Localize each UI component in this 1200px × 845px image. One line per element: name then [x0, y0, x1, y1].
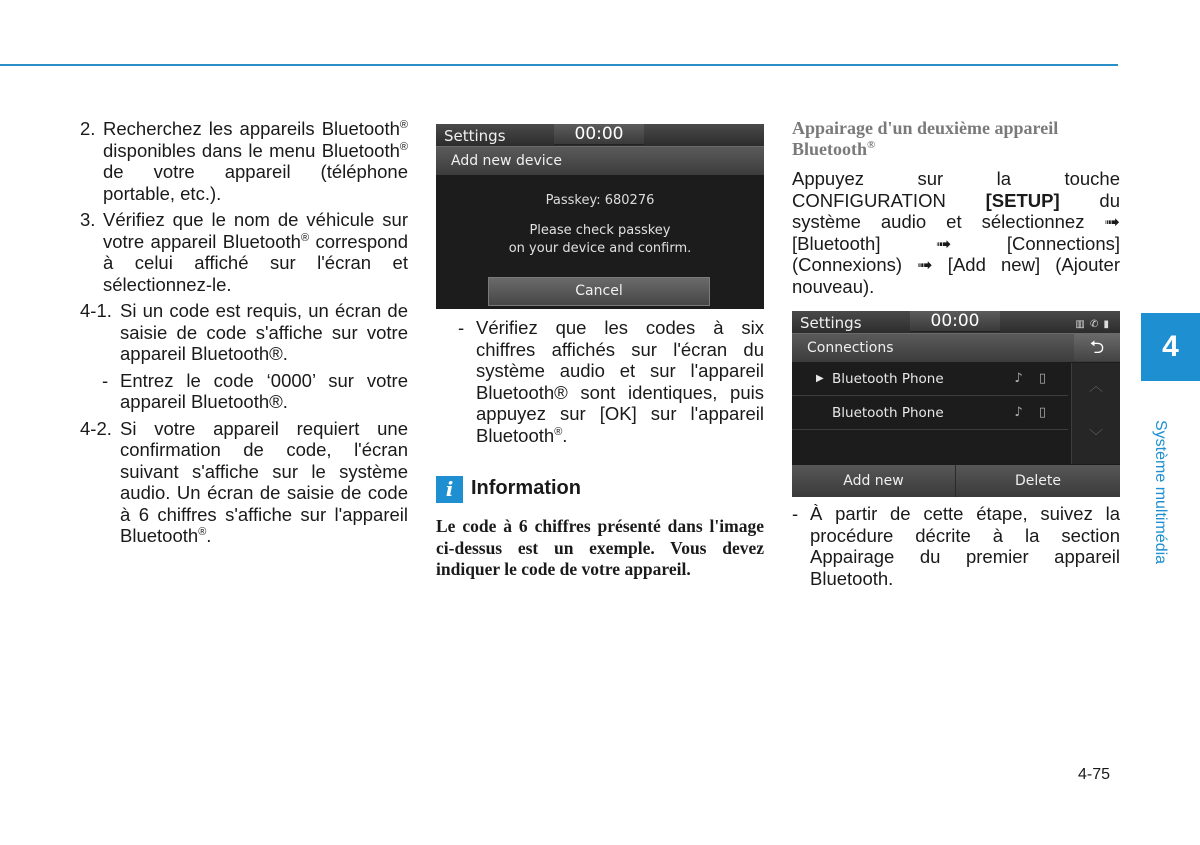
substep-4-1 — [80, 370, 408, 413]
scroll-panel — [1071, 363, 1120, 464]
delete-button[interactable]: Delete — [1015, 473, 1061, 489]
heading-text: Appairage d'un deuxième appareil Bluetooth — [792, 118, 1059, 159]
passkey-text: Passkey: 680276 — [545, 193, 655, 208]
screen-subtitle: Add new device — [436, 146, 764, 175]
play-icon: ▶ — [816, 373, 824, 384]
confirm-message — [436, 222, 764, 258]
connections-screen — [792, 311, 1120, 497]
section-heading — [792, 118, 1120, 160]
verify-note — [436, 317, 764, 446]
screen-topbar — [792, 311, 1120, 333]
info-icon: i — [436, 476, 463, 503]
scroll-down-icon[interactable]: ﹀ — [1089, 429, 1103, 445]
column-right — [792, 118, 1120, 589]
information-text: Le code à 6 chiffres présenté dans l'image ci-dessus est un exemple. Vous devez indiquer le code de votre appareil. — [436, 516, 764, 579]
step-number: 4-2. — [80, 417, 112, 439]
screen-topbar — [436, 124, 764, 146]
message-line: on your device and confirm. — [508, 241, 692, 256]
registered-mark: ® — [399, 119, 408, 131]
device-name: Bluetooth Phone — [832, 405, 944, 421]
information-title: Information — [471, 477, 581, 499]
setup-key-label: [SETUP] — [985, 189, 1060, 211]
verify-text: Vérifiez que les codes à six chiffres affichés sur l'écran du système audio et sur l'appareil Bluetooth® sont identiques, puis appuyez sur [OK] sur l'appareil Bluetooth — [476, 317, 764, 446]
step-text: . — [206, 525, 212, 546]
screen-bottom-bar — [792, 465, 1120, 497]
after-text: À partir de cette étape, suivez la procédure décrite à la section Appairage du premier appareil Bluetooth. — [810, 503, 1120, 589]
step-number: 3. — [80, 209, 96, 230]
screen-title: Settings — [800, 314, 862, 332]
step-number: 4-1. — [80, 300, 112, 321]
information-header — [436, 476, 764, 504]
chapter-tab: 4 — [1141, 313, 1200, 381]
instruction-text: du système audio et sélectionnez ➟ [Bluetooth] ➟ [Connections] (Connexions) ➟ [Add new] (Ajouter nouveau). — [792, 189, 1120, 297]
device-row[interactable] — [792, 397, 1068, 430]
dash: - — [102, 369, 109, 391]
step-text: Si un code est requis, un écran de saisie de code s'affiche sur votre appareil Bluetooth®. — [120, 300, 408, 364]
step-4-2 — [80, 418, 408, 547]
add-new-button[interactable]: Add new — [792, 465, 956, 497]
status-icons: ▥ ✆ ▮ — [1075, 319, 1110, 330]
screen-subtitle: Connections — [792, 333, 1120, 362]
registered-mark: ® — [198, 526, 207, 538]
back-icon[interactable]: ⮌ — [1074, 334, 1120, 361]
page-number: 4-75 — [1078, 766, 1111, 783]
substep-text: Entrez le code ‘0000’ sur votre appareil Bluetooth®. — [120, 369, 408, 412]
registered-mark: ® — [554, 425, 563, 438]
header-rule — [0, 64, 1118, 66]
chapter-side-label: Système multimédia — [1152, 420, 1169, 565]
step-4-1 — [80, 300, 408, 365]
dash: - — [458, 317, 465, 338]
step-text: Vérifiez que le nom de véhicule sur votre appareil Bluetooth — [103, 209, 408, 252]
step-number: 2. — [80, 118, 96, 139]
device-row[interactable] — [792, 363, 1068, 396]
screen-clock: 00:00 — [554, 124, 644, 145]
dash: - — [792, 503, 799, 524]
step-2 — [80, 118, 408, 204]
instruction-text: Appuyez sur la touche CONFIGURATION — [792, 168, 1120, 211]
step-3 — [80, 209, 408, 295]
step-text: Recherchez les appareils Bluetooth — [103, 118, 400, 139]
setup-instructions — [792, 168, 1120, 297]
message-line: Please check passkey — [529, 223, 671, 238]
step-text: disponibles dans le menu Bluetooth — [103, 139, 400, 161]
audio-phone-icon: ♪ ▯ — [1014, 371, 1052, 386]
registered-mark: ® — [867, 139, 876, 151]
registered-mark: ® — [300, 231, 310, 244]
step-text: Si votre appareil requiert une confirmation de code, l'écran suivant s'affiche sur le système audio. Un écran de saisie de code à 6 chiffres s'affiche sur l'appareil Bluetooth — [120, 417, 408, 546]
device-name: Bluetooth Phone — [832, 371, 944, 387]
registered-mark: ® — [399, 140, 408, 153]
audio-phone-icon: ♪ ▯ — [1014, 405, 1052, 420]
column-middle — [436, 124, 764, 581]
step-text: correspond à celui affiché sur l'écran et sélectionnez-le. — [103, 230, 409, 295]
cancel-button[interactable]: Cancel — [488, 277, 710, 306]
after-note — [792, 503, 1120, 589]
screen-title: Settings — [444, 127, 506, 145]
screen-clock: 00:00 — [910, 311, 1000, 332]
step-text: de votre appareil (téléphone portable, etc.). — [103, 161, 408, 204]
verify-text: . — [562, 424, 568, 446]
column-left — [80, 118, 408, 552]
scroll-up-icon[interactable]: ︿ — [1089, 379, 1103, 395]
passkey-screen — [436, 124, 764, 309]
